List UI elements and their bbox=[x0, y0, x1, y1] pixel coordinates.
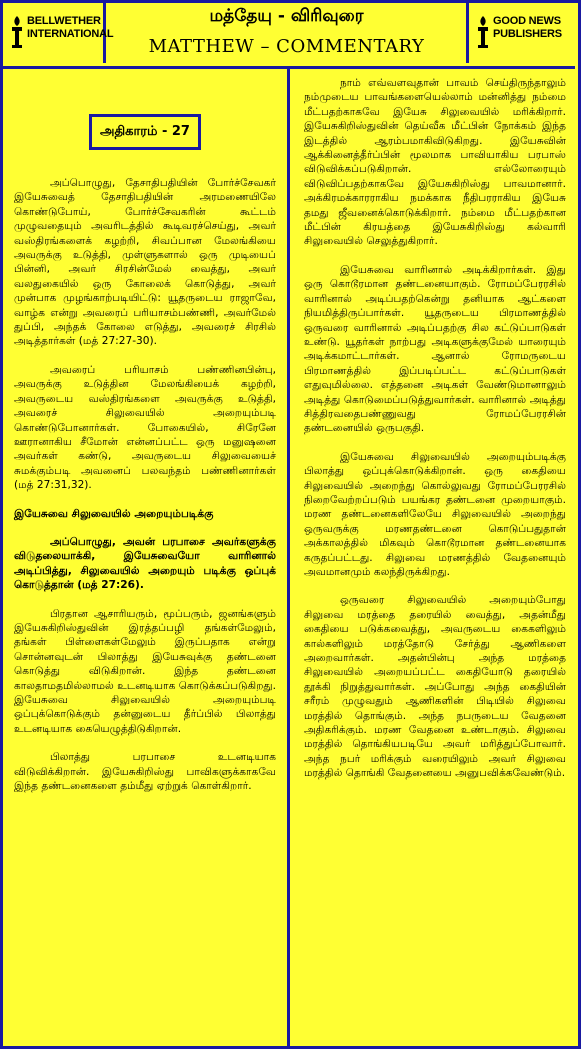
right-column bbox=[304, 76, 566, 795]
title-english: MATTHEW – COMMENTARY bbox=[148, 36, 425, 57]
torch-icon bbox=[9, 15, 25, 49]
page-header bbox=[0, 0, 575, 69]
bellwether-logo bbox=[3, 3, 114, 63]
paragraph: பிலாத்து பரபாசை உடனடியாக விடுவிக்கிறான். இயேசுகிறிஸ்து பாவிகளுக்காகவே இந்த தண்டனைகளை தம்மீது ஏற்றுக் கொள்கிறார். bbox=[14, 751, 276, 793]
left-logo-text: BELLWETHER INTERNATIONAL bbox=[27, 15, 114, 40]
chapter-box: அதிகாரம் - 27 bbox=[89, 114, 201, 150]
paragraph: நாம் எவ்வளவுதான் பாவம் செய்திருந்தாலும் நம்முடைய பாவங்களையெல்லாம் மன்னித்து நம்மை மீட்பதற்காகவே இயேசு சிலுவையில் மரிக்கிறார். இயேசுகிறிஸ்துவின் தெய்வீக மீட்பின் நோக்கம் இந்த இடத்தில் ஆரம்பமாகிவிடுகிறது. இயேசுவின் ஆக்கினைத்தீர்ப்பின் மூலமாக பாவியாகிய பரபாஸ் விடுவிக்கப்படுகிறான். எல்லோரையும் விடுவிப்பதற்காகவே இயேசுகிறிஸ்து பாவமானார். அக்கிரமக்காரராகிய நமக்காக நீதிபரராகிய இயேசு தமது ஜீவனைக்கொடுக்கிறார். நம்மை மீட்பதற்கான மீட்பின் கிரயத்தை இயேசுகிறிஸ்து கல்வாரி சிலுவையில் செலுத்துகிறார். bbox=[304, 77, 566, 248]
paragraph: அப்பொழுது, தேசாதிபதியின் போர்ச்சேவகர் இயேசுவைத் தேசாதிபதியின் அரமணையிலே கொண்டுபோய், போர்ச்சேவகரின் கூட்டம் முழுவதையும் அவரிடத்தில் கூடிவரச்செய்து, அவர் வஸ்திரங்களைக் கழற்றி, சிவப்பான மேலங்கியை அவருக்கு உடுத்தி, முள்ளுகளால் ஒரு முடியைப் பின்னி, அவர் சிரசின்மேல் வைத்து, அவர் வலதுகையில் ஒரு கோலைக் கொடுத்து, அவர் முன்பாக முழங்காற்படியிட்டு: யூதருடைய ராஜாவே, வாழ்க என்று அவரைப் பரியாசம்பண்ணி, அவர்மேல் துப்பி, அந்தக் கோலை எடுத்து, அவரைச் சிரசில் அடித்தார்கள் (மத் 27:27-30). bbox=[14, 177, 276, 348]
paragraph: அவரைப் பரியாசம் பண்ணினபின்பு, அவருக்கு உடுத்தின மேலங்கியைக் கழற்றி, அவருடைய வஸ்திரங்களை அவருக்கு உடுத்தி, அவரைச் சிலுவையில் அறையும்படி கொண்டுபோனார்கள். போகையில், சிரேனே ஊரானாகிய சீமோன் என்னப்பட்ட ஒரு மனுஷனை அவர்கள் கண்டு, அவருடைய சிலுவையைச் சுமக்கும்படி அவனைப் பலவந்தம் பண்ணினார்கள் (மத் 27:31,32). bbox=[14, 363, 276, 492]
section-heading: இயேசுவை சிலுவையில் அறையும்படிக்கு bbox=[14, 507, 214, 520]
paragraph: இயேசுவை சிலுவையில் அறையும்படிக்கு பிலாத்து ஒப்புக்கொடுக்கிறான். ஒரு கைதியை சிலுவையில் அறைந்து கொல்லுவது ரோமப்பேரரசில் நிறைவேற்றப்படும் பயங்கர தண்டனை முறையாகும். மரண தண்டனைகளிலேயே சிலுவையில் அறைந்து ஒருவருக்கு மரணதண்டனை கொடுப்பதுதான் அக்காலத்தில் மிகவும் கொடூரமான தண்டனையாக கருதப்பட்டது. சிலுவை மரணத்தில் வேதனையும் அவமானமும் கலந்திருக்கிறது. bbox=[304, 450, 566, 578]
paragraph: ஒருவரை சிலுவையில் அறையும்போது சிலுவை மரத்தை தரையில் வைத்து, அதன்மீது கைதியை படுக்கவைத்து, அவருடைய கைகளிலும் கால்களிலும் மரத்தோடு சேர்த்து ஆணிகளை அறைவார்கள். அதன்பின்பு அந்த மரத்தை சிலுவையில் அறையப்பட்ட கைதியோடு தரையில் தூக்கி நிறுத்துவார்கள். அப்போது அந்த கைதியின் சரீரம் முழுவதும் ஆணிகளின் பிடியில் சிலுவை மரத்தில் தொங்கும். அந்த நபருடைய வேதனை அதிகரிக்கும். மரண வேதனை உண்டாகும். சிலுவை மரத்தில் தொங்கியபடியே அவர் மரித்துப்போவார். அந்த நபர் மரிக்கும் வரையிலும் அவர் சிலுவை மரத்தில் தொங்கி வேதனையை அனுபவிக்கவேண்டும். bbox=[304, 594, 566, 780]
good-news-logo bbox=[466, 3, 569, 63]
left-column bbox=[14, 76, 276, 807]
paragraph: இயேசுவை வாரினால் அடிக்கிறார்கள். இது ஒரு கொடூரமான தண்டனையாகும். ரோமப்பேரரசில் வாரினால் அடிப்பதற்கென்று தனியாக ஆட்களை நியமித்திருப்பார்கள். யூதருடைய பிரமாணத்தில் ஒருவரை வாரினால் அடிப்பதற்கு சில கட்டுப்பாடுகள் உண்டு. யூதர்கள் நாற்பது அடிகளுக்குமேல் யாரையும் அடிக்கமாட்டார்கள். ஆனால் ரோமருடைய பிரமாணத்தில் இப்படிப்பட்ட கட்டுப்பாடுகள் எதுவுமில்லை. எத்தனை அடிகள் வேண்டுமானாலும் அடித்து கொடுமைப்படுத்துவார்கள். வாரினால் அடித்து சித்திரவதைபண்ணுவது ரோமப்பேரரசின் தண்டனையில் ஒருபகுதி. bbox=[304, 263, 566, 435]
paragraph: பிரதான ஆசாரியரும், மூப்பரும், ஜனங்களும் இயேசுகிறிஸ்துவின் இரத்தப்பழி தங்கள்மேலும், தங்கள் பிள்ளைகள்மேலும் இருப்பதாக என்று சொன்னவுடன் பிலாத்து இயேசுவுக்கு தண்டனை கொடுத்து விடுகிறான். இந்த தண்டனை காலதாமதமில்லாமல் உடனடியாக கொடுக்கப்படுகிறது. இயேசுவை சிலுவையில் அறையும்படி ஒப்புக்கொடுக்கும் தன்னுடைய தீர்ப்பில் பிலாத்து உடனடியாக கையெழுத்திடுகிறான். bbox=[14, 607, 276, 735]
column-divider bbox=[287, 66, 290, 1046]
right-logo-text: GOOD NEWS PUBLISHERS bbox=[493, 15, 562, 40]
torch-icon bbox=[475, 15, 491, 49]
title-tamil: மத்தேயு - விரிவுரை bbox=[209, 6, 364, 26]
scripture-quote: அப்பொழுது, அவன் பரபாசை அவர்களுக்கு விடுதலையாக்கி, இயேசுவையோ வாரினால் அடிப்பித்து, சிலுவையில் அறையும் படிக்கு ஒப்புக் கொடுத்தான் (மத் 27:26). bbox=[14, 535, 276, 592]
